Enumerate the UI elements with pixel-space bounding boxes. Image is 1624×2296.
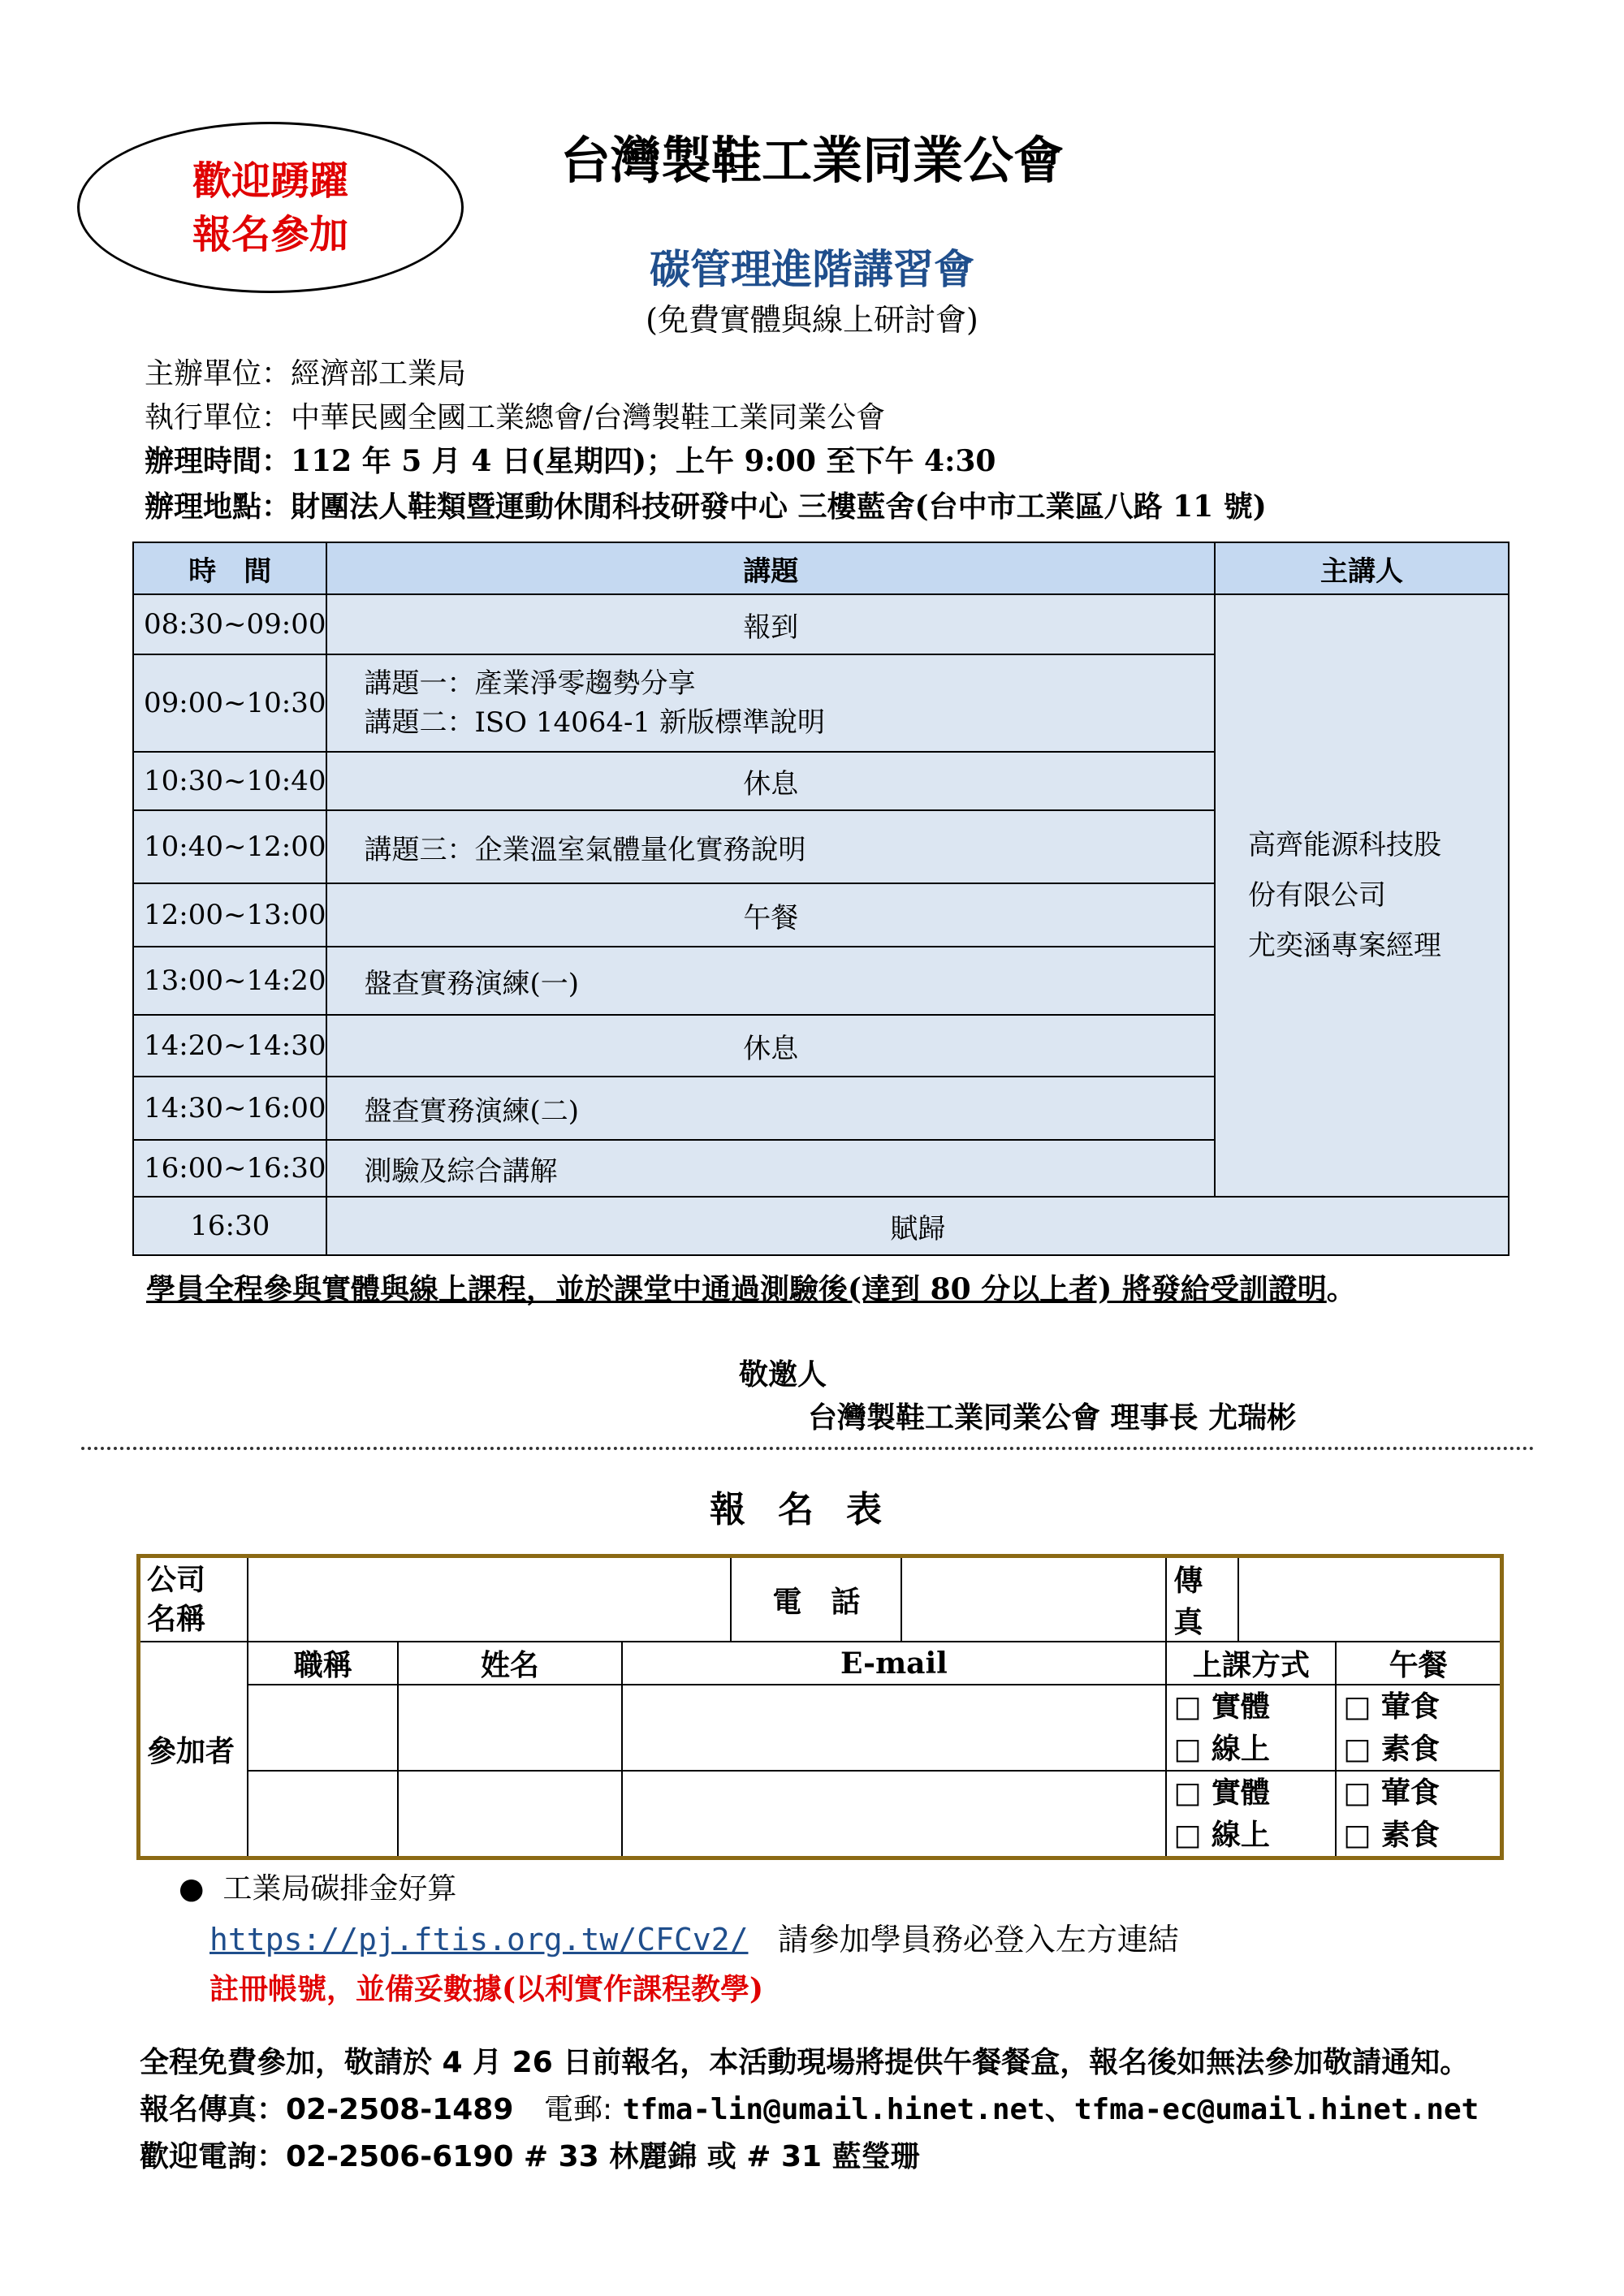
phone-label: 電 話: [731, 1556, 901, 1642]
register-reminder: 註冊帳號，並備妥數據(以利實作課程教學): [209, 1972, 764, 2006]
footer-phone: 歡迎電詢：02-2506-6190 # 33 林麗錦 或 # 31 藍瑩珊: [140, 2140, 920, 2173]
email-input[interactable]: [622, 1771, 1167, 1858]
table-row: 08:30~09:00 報到 高齊能源科技股 份有限公司 尤奕涵專案經理: [133, 594, 1509, 654]
info-organizer: 主辦單位：經濟部工業局: [145, 357, 467, 391]
page-title: 台灣製鞋工業同業公會: [559, 131, 1064, 190]
table-row: 16:30 賦歸: [133, 1197, 1509, 1255]
fax-label: 傳真: [1166, 1556, 1238, 1642]
table-row: 13:00~14:20 盤查實務演練(一): [133, 947, 1509, 1015]
name-input[interactable]: [398, 1685, 621, 1771]
participant-row-2: [139, 1771, 1502, 1858]
bullet-icon: ●: [179, 1872, 205, 1905]
checkbox-vegetarian[interactable]: □ 素食: [1343, 1818, 1440, 1852]
event-title: 碳管理進階講習會: [650, 246, 974, 293]
checkbox-meat[interactable]: □ 葷食: [1343, 1690, 1440, 1724]
info-location: 辦理地點：財團法人鞋類暨運動休閒科技研發中心 三樓藍舍(台中市工業區八路 11 號): [145, 490, 1267, 524]
email-input[interactable]: [622, 1685, 1167, 1771]
col-lunch: 午餐: [1336, 1642, 1501, 1685]
checkbox-vegetarian[interactable]: □ 素食: [1343, 1732, 1440, 1766]
participant-row-1: [139, 1685, 1502, 1771]
header-speaker: 主講人: [1215, 542, 1509, 594]
info-executor: 執行單位：中華民國全國工業總會/台灣製鞋工業同業公會: [145, 401, 886, 434]
footer-line1: 全程免費參加，敬請於 4 月 26 日前報名，本活動現場將提供午餐餐盒，報名後如無法參加敬請通知。: [140, 2046, 1470, 2079]
col-name: 姓名: [398, 1642, 621, 1685]
checkbox-meat[interactable]: □ 葷食: [1343, 1776, 1440, 1810]
email-addresses[interactable]: tfma-lin@umail.hinet.net、tfma-ec@umail.hinet.net: [622, 2093, 1479, 2126]
job-input[interactable]: [248, 1771, 398, 1858]
badge-line2: 報名參加: [192, 211, 348, 257]
job-input[interactable]: [248, 1685, 398, 1771]
footer-contact: 報名傳真：02-2508-1489 電郵: tfma-lin@umail.hinet.net、tfma-ec@umail.hinet.net: [140, 2093, 1479, 2126]
table-row: 09:00~10:30 講題一：產業淨零趨勢分享 講題二：ISO 14064-1 新版標準說明: [133, 654, 1509, 752]
col-class-mode: 上課方式: [1166, 1642, 1336, 1685]
schedule-table: [132, 542, 1510, 1256]
registration-form: [136, 1554, 1504, 1860]
name-input[interactable]: [398, 1771, 621, 1858]
company-input[interactable]: [248, 1556, 731, 1642]
table-row: 10:30~10:40 休息: [133, 752, 1509, 810]
table-row: 16:00~16:30 測驗及綜合講解: [133, 1140, 1509, 1197]
checkbox-online[interactable]: □ 線上: [1173, 1732, 1270, 1766]
phone-input[interactable]: [901, 1556, 1166, 1642]
col-job-title: 職稱: [248, 1642, 398, 1685]
header-time: 時 間: [133, 542, 326, 594]
col-email: E-mail: [622, 1642, 1167, 1685]
event-subtitle: (免費實體與線上研討會): [646, 302, 978, 338]
badge-line1: 歡迎踴躍: [192, 158, 348, 204]
fax-input[interactable]: [1238, 1556, 1502, 1642]
info-time: 辦理時間：112 年 5 月 4 日(星期四)；上午 9:00 至下午 4:30: [145, 444, 996, 478]
checkbox-physical[interactable]: □ 實體: [1173, 1690, 1270, 1724]
form-title: 報名表: [710, 1489, 914, 1530]
table-row: 14:30~16:00 盤查實務演練(二): [133, 1077, 1509, 1140]
cut-line-divider: [81, 1447, 1535, 1450]
company-label: 公司 名稱: [139, 1556, 248, 1642]
speaker-cell: 高齊能源科技股 份有限公司 尤奕涵專案經理: [1215, 594, 1509, 1197]
table-row: 14:20~14:30 休息: [133, 1015, 1509, 1077]
participant-label: 參加者: [139, 1642, 248, 1858]
checkbox-physical[interactable]: □ 實體: [1173, 1776, 1270, 1810]
table-row: 12:00~13:00 午餐: [133, 883, 1509, 947]
inviter-name: 台灣製鞋工業同業公會 理事長 尤瑞彬: [808, 1400, 1297, 1435]
header-topic: 講題: [326, 542, 1215, 594]
link-line: https://pj.ftis.org.tw/CFCv2/ 請參加學員務必登入左方連結: [209, 1922, 1179, 1957]
inviter-label: 敬邀人: [739, 1357, 827, 1392]
checkbox-online[interactable]: □ 線上: [1173, 1818, 1270, 1852]
certificate-note: 學員全程參與實體與線上課程，並於課堂中通過測驗後(達到 80 分以上者) 將發給受訓證明。: [146, 1272, 1356, 1306]
bullet-item: ● 工業局碳排金好算: [179, 1872, 457, 1905]
table-row: 10:40~12:00 講題三：企業溫室氣體量化實務說明: [133, 810, 1509, 883]
registration-link[interactable]: https://pj.ftis.org.tw/CFCv2/: [209, 1922, 749, 1957]
